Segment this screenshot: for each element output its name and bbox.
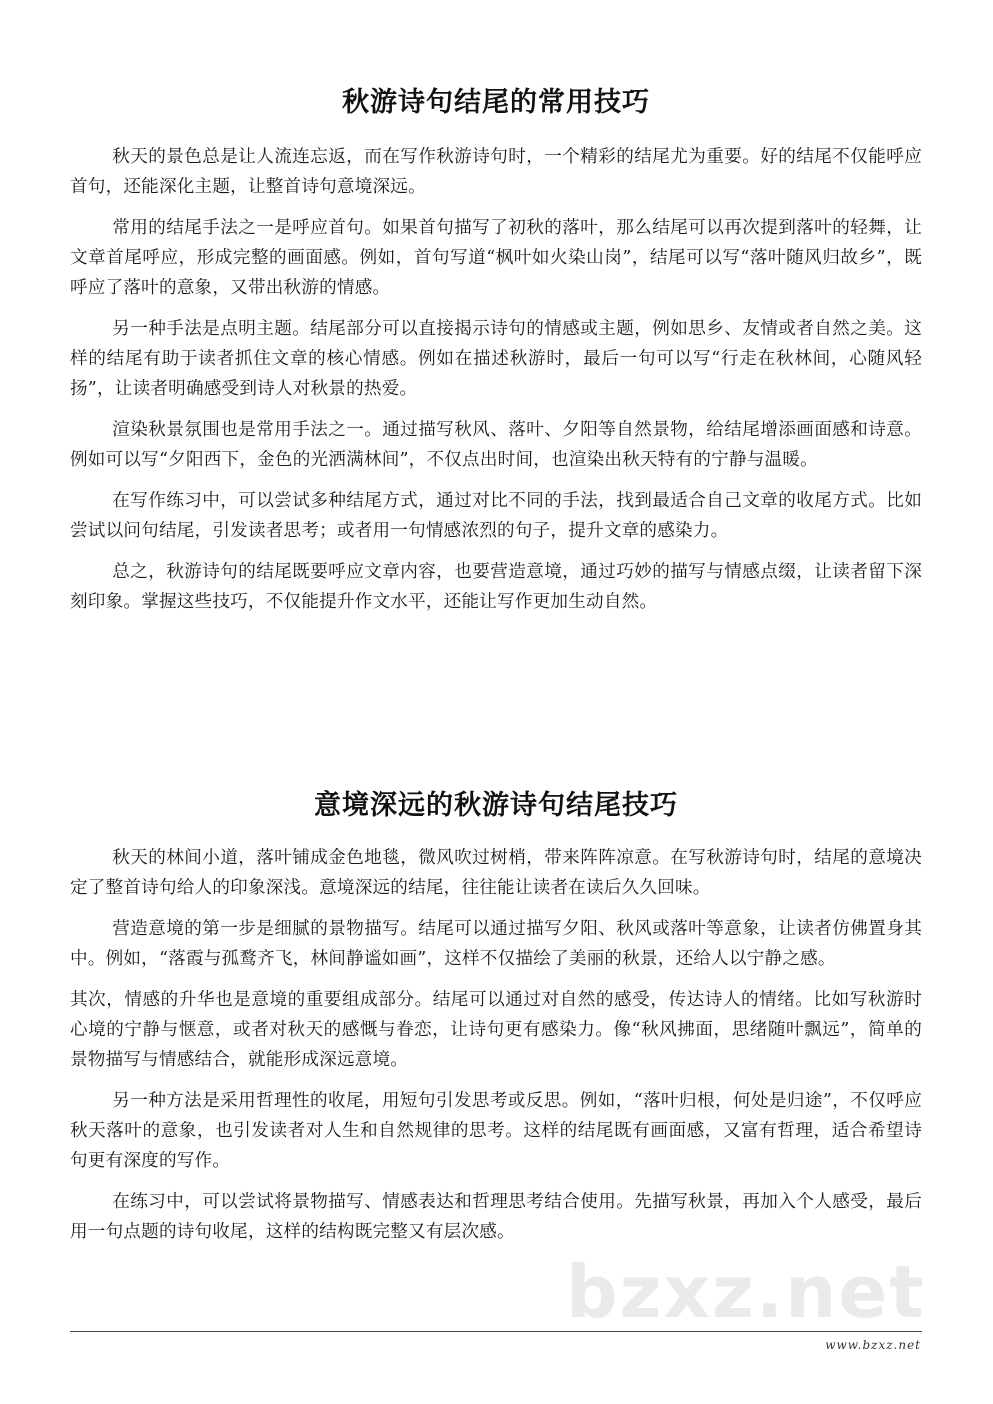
section-2-paragraph-1: 秋天的林间小道，落叶铺成金色地毯，微风吹过树梢，带来阵阵凉意。在写秋游诗句时，结尾的意境决定了整首诗句给人的印象深浅。意境深远的结尾，往往能让读者在读后久久回味。 [70, 848, 922, 898]
section-1-paragraph-5: 在写作练习中，可以尝试多种结尾方式，通过对比不同的手法，找到最适合自己文章的收尾方式。比如尝试以问句结尾，引发读者思考；或者用一句情感浓烈的句子，提升文章的感染力。 [70, 491, 922, 541]
section-2-paragraph-4: 另一种方法是采用哲理性的收尾，用短句引发思考或反思。例如，“落叶归根，何处是归途”，不仅呼应秋天落叶的意象，也引发读者对人生和自然规律的思考。这样的结尾既有画面感，又富有哲理，适合希望诗句更有深度的写作。 [70, 1091, 922, 1171]
section-2-paragraph-3: 其次，情感的升华也是意境的重要组成部分。结尾可以通过对自然的感受，传达诗人的情绪。比如写秋游时心境的宁静与惬意，或者对秋天的感慨与眷恋，让诗句更有感染力。像“秋风拂面，思绪随叶飘远”，简单的景物描写与情感结合，就能形成深远意境。 [70, 990, 922, 1070]
section-2-paragraph-5: 在练习中，可以尝试将景物描写、情感表达和哲理思考结合使用。先描写秋景，再加入个人感受，最后用一句点题的诗句收尾，这样的结构既完整又有层次感。 [70, 1192, 922, 1242]
section-1-title: 秋游诗句结尾的常用技巧 [342, 87, 650, 118]
section-1-paragraph-3: 另一种手法是点明主题。结尾部分可以直接揭示诗句的情感或主题，例如思乡、友情或者自然之美。这样的结尾有助于读者抓住文章的核心情感。例如在描述秋游时，最后一句可以写“行走在秋林间，心随风轻扬”，让读者明确感受到诗人对秋景的热爱。 [70, 319, 922, 399]
section-2-paragraph-2: 营造意境的第一步是细腻的景物描写。结尾可以通过描写夕阳、秋风或落叶等意象，让读者仿佛置身其中。例如，“落霞与孤鹜齐飞，林间静谧如画”，这样不仅描绘了美丽的秋景，还给人以宁静之感。 [70, 919, 922, 969]
section-1-paragraph-1: 秋天的景色总是让人流连忘返，而在写作秋游诗句时，一个精彩的结尾尤为重要。好的结尾不仅能呼应首句，还能深化主题，让整首诗句意境深远。 [70, 147, 922, 197]
section-1-paragraph-6: 总之，秋游诗句的结尾既要呼应文章内容，也要营造意境，通过巧妙的描写与情感点缀，让读者留下深刻印象。掌握这些技巧，不仅能提升作文水平，还能让写作更加生动自然。 [70, 562, 922, 612]
section-1-paragraph-4: 渲染秋景氛围也是常用手法之一。通过描写秋风、落叶、夕阳等自然景物，给结尾增添画面感和诗意。例如可以写“夕阳西下，金色的光洒满林间”，不仅点出时间，也渲染出秋天特有的宁静与温暖。 [70, 420, 922, 470]
footer-url[interactable]: www.bzxz.net [825, 1338, 921, 1352]
article-section-2 [70, 783, 922, 1258]
section-1-paragraph-2: 常用的结尾手法之一是呼应首句。如果首句描写了初秋的落叶，那么结尾可以再次提到落叶的轻舞，让文章首尾呼应，形成完整的画面感。例如，首句写道“枫叶如火染山岗”，结尾可以写“落叶随风归故乡”，既呼应了落叶的意象，又带出秋游的情感。 [70, 218, 922, 298]
article-section-1 [70, 80, 922, 628]
section-2-title: 意境深远的秋游诗句结尾技巧 [314, 790, 678, 821]
footer-divider [70, 1331, 922, 1332]
site-watermark: bzxz.net [566, 1250, 926, 1334]
